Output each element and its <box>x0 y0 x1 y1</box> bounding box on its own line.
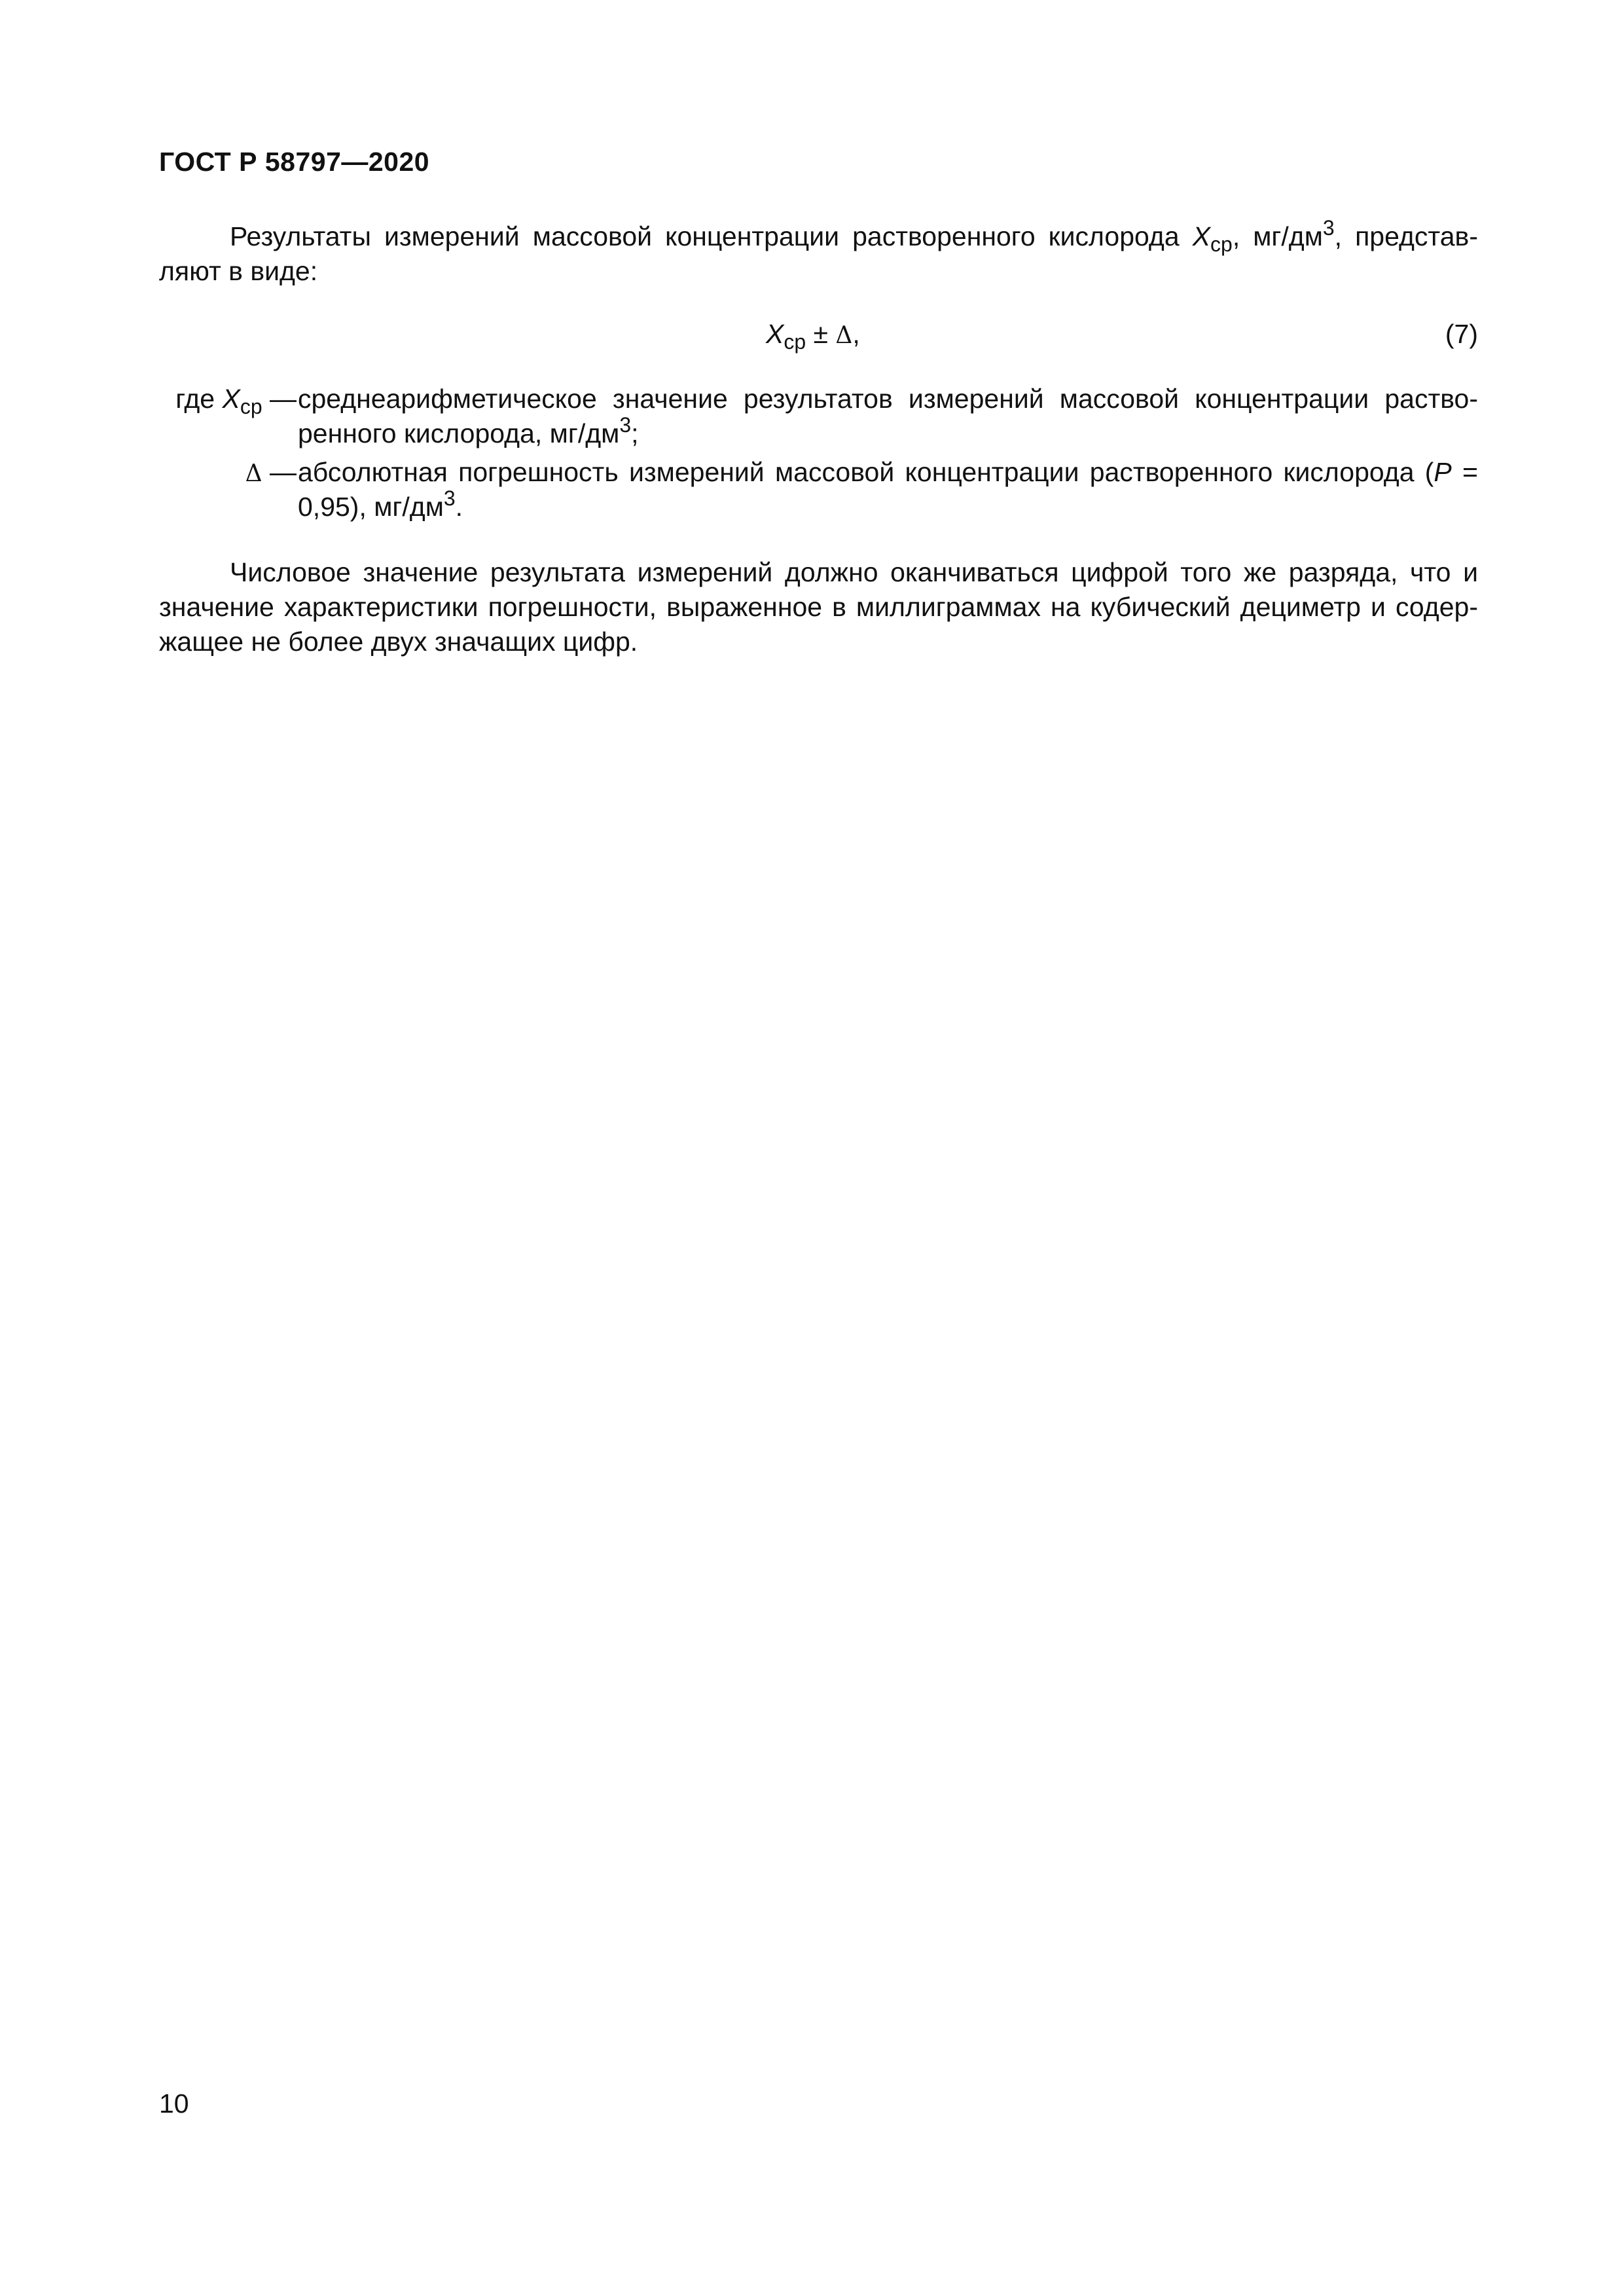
paragraph-results-presentation <box>159 216 1478 289</box>
paragraph-numeric-value <box>159 555 1478 659</box>
definition-text: абсолютная погрешность измерений массовой концентрации растворенного кислорода (P = 0,95), $мг/дм^3$. <box>298 457 1478 522</box>
definition-text: среднеарифметическое значение результатов измерений массовой концентрации раство-ренного кислорода, $мг/дм^3$; <box>298 384 1478 448</box>
definition-label: Δ — <box>245 457 297 487</box>
definition-label: где $X_{ср}$ — <box>175 384 297 418</box>
formula-7: $X_{ср} \pm \Delta$, <box>766 319 860 354</box>
standard-designation: ГОСТ Р 58797—2020 <box>159 147 430 177</box>
page-number: 10 <box>159 2088 189 2119</box>
formula-number: (7) <box>1445 319 1478 349</box>
paragraph-text: Результаты измерений массовой концентрации растворенного кислорода $X_{ср}$, $мг/дм^3$, представ-ляют в виде: <box>159 216 1478 286</box>
paragraph-text: Числовое значение результата измерений должно оканчиваться цифрой того же разряда, что и значение характеристики погрешности, выраженное в миллиграммах на кубический дециметр и содер-жащее не более двух значащих цифр. <box>159 557 1478 657</box>
